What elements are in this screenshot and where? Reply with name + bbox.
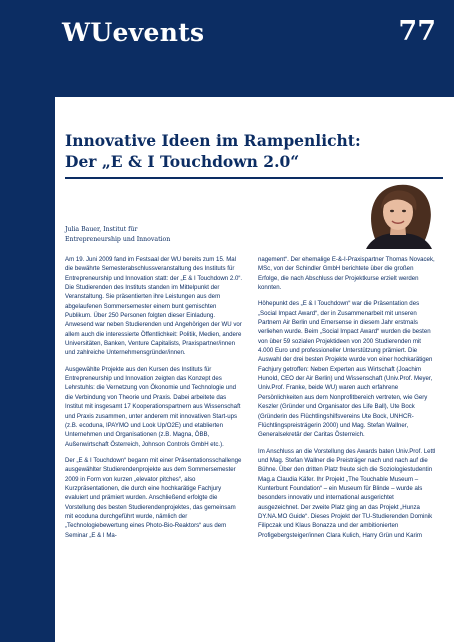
article-page (55, 97, 454, 642)
author-photo (348, 179, 443, 249)
paragraph: Am 19. Juni 2009 fand im Festsaal der WU bereits zum 15. Mal die bewährte Semesterabschlussveranstaltung des Instituts für Entrepreneurship und Innovation statt: der „E & I Touchdown 2.0“. Die Studierenden des Instituts standen im Mittelpunkt der Veranstaltung. Sie präsentierten ihre Leistungen aus dem abgelaufenen Sommersemester einem bunt gemischten Publikum. Über 250 Personen folgten dieser Einladung. Anwesend war neben Studierenden und Angehörigen der WU vor allem auch die interessierte Öffentlichkeit: Politik, Medien, andere Universitäten, Banken, Venture Capitalists, Praxispartner/innen und zahlreiche Unternehmensgründer/innen. (65, 256, 243, 357)
article-title-line-2: Der „E & I Touchdown 2.0“ (65, 152, 300, 171)
author-line-1: Julia Bauer, Institut für (65, 226, 138, 233)
article-title-line-1: Innovative Ideen im Rampenlicht: (65, 131, 361, 150)
author-line-2: Entrepreneurship und Innovation (65, 236, 171, 243)
paragraph: Im Anschluss an die Vorstellung des Awards baten Univ.Prof. Lettl und Mag. Stefan Wallner die Preisträger nach und nach auf die Bühne. Über den dritten Platz freute sich die Soziologiestudentin Mag.a Claudia Käfer. Ihr Projekt „The Touchable Museum – Kunterbunt Foundation“ – ein Museum für Blinde – wurde als besonders innovativ und international ausgerichtet ausgezeichnet. Der zweite Platz ging an das Projekt „Hunza DY.NA.MO Guide“. Dieses Projekt der TU-Studierenden Dominik Filipczak und Klaus Bonazza und der ambitionierten Profigebergsteiger/innen Clara Kulich, Harry Grün und Karim (258, 447, 436, 539)
paragraph: Ausgewählte Projekte aus den Kursen des Instituts für Entrepreneurship und Innovation zeigten das Konzept des Lehrstuhls: die Vernetzung von Ökonomie und Technologie und die Verbindung von Theorie und Praxis. Dabei arbeitete das Institut mit insgesamt 17 Kooperationspartnern aus Wissenschaft und Praxis zusammen, unter anderem mit innovativen Start-ups (z.B. ecoduna, IPAYMO und Look Up/O2E) und etablierten Unternehmen und Organisationen (z.B. Magna, ÖBB, Außenwirtschaft Österreich, Johnson Controls GmbH etc.). (65, 365, 241, 448)
author-portrait-image (348, 179, 443, 249)
right-text-column (258, 255, 436, 547)
page-number: 77 (398, 16, 436, 47)
paragraph: Höhepunkt des „E & I Touchdown“ war die Präsentation des „Social Impact Award“, der in Zusammenarbeit mit unseren Partnern Air Berlin und Emersense in diesem Jahr erstmals verliehen wurde. Beim „Social Impact Award“ wurden die besten von über 59 sozialen Projektideen von 200 Studierenden mit 4.000 Euro und professioneller Unterstützung prämiert. Die Auswahl der drei besten Projekte wurde von einer hochkarätigen Fachjury getroffen: Neben Experten aus Wirtschaft (Joachim Hunold, CEO der Air Berlin) und Wissenschaft (Univ.Prof. Meyer, Univ.Prof. Franke, beide WU) waren auch erfahrene Persönlichkeiten aus dem Nonprofitbereich vertreten, wie Gery Keszler (Gründer und Organisator des Life Ball), Ute Bock (Gründerin des Flüchtlingshilfsvereins Ute Bock, UNHCR-Flüchtlingspreisträgerin 2000) und Mag. Stefan Wallner, Generalsekretär der Caritas Österreich. (258, 300, 433, 439)
article-title (65, 130, 361, 172)
paragraph: Der „E & I Touchdown“ begann mit einer Präsentationsschallenge ausgewählter Studierendenprojekte aus dem Sommersemester 2009 in Form von kurzen „elevator pitches“, also Kurzpräsentationen, die durch eine hochkarätige Fachjury evaluiert und prämiert wurden. Anschließend erfolgte die Vorstellung des besten Studierendenprojektes, das gemeinsam mit ecoduna durchgeführt wurde, nämlich der „Technologiebewertung eines Photo-Bio-Reaktors“ aus dem Seminar „E & I Ma- (65, 456, 242, 539)
author-credit (65, 225, 170, 245)
magazine-title: WUevents (62, 18, 205, 47)
left-text-column (65, 255, 243, 547)
paragraph: nagement“. Der ehemalige E-&-I-Praxispartner Thomas Novacek, MSc, von der Schindler GmbH berichtete über die großen Erfolge, die nach Abschluss der Projektkurse erzielt werden konnten. (258, 256, 435, 292)
